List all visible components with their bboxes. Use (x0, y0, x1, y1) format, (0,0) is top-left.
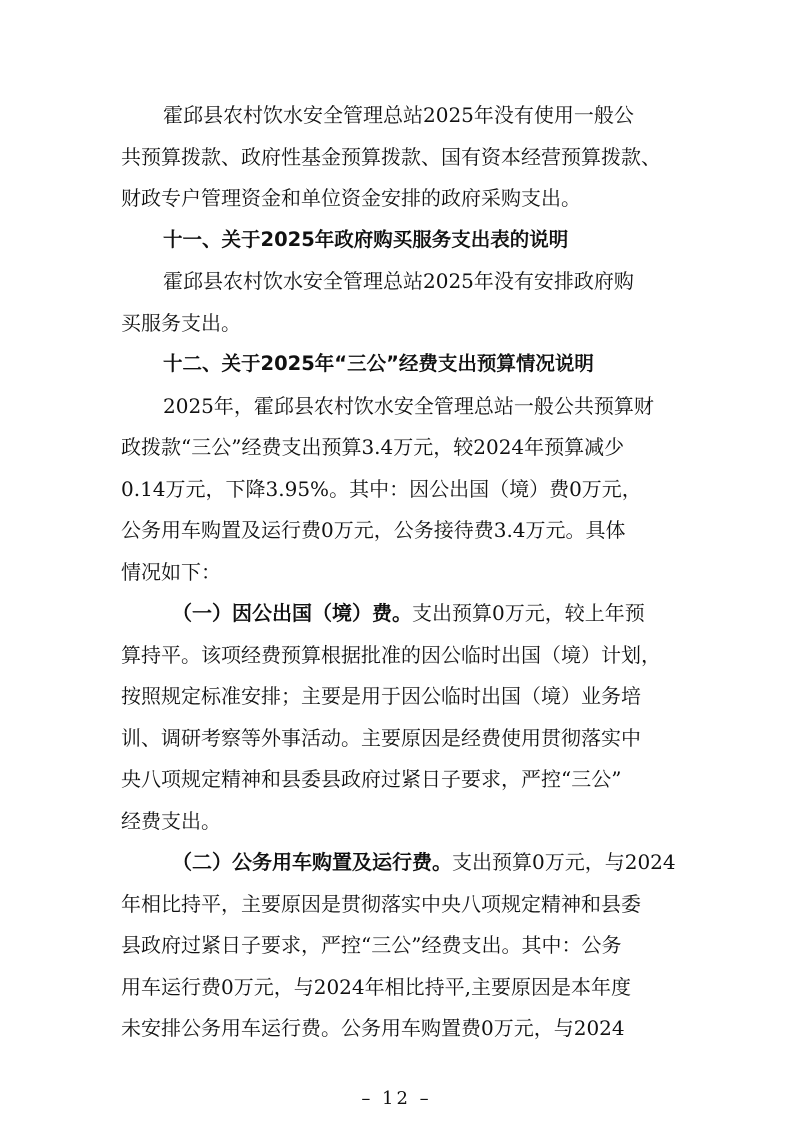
section-heading-12: 十二、关于2025年“三公”经费支出预算情况说明 (163, 352, 594, 375)
subsection-line-2 (172, 844, 681, 880)
paragraph-line: 公务用车购置及运行费0万元，公务接待费3.4万元。具体 (121, 518, 626, 542)
subsection-line-1 (172, 595, 681, 631)
paragraph-line: 经费支出。 (121, 808, 221, 833)
paragraph-line: 训、调研考察等外事活动。主要原因是经费使用贯彻落实中 (121, 725, 641, 750)
paragraph-line: 政拨款“三公”经费支出预算3.4万元，较2024年预算减少 (121, 435, 625, 459)
paragraph-line: 情况如下： (121, 559, 221, 584)
paragraph-line: 买服务支出。 (121, 310, 241, 335)
paragraph-line: 霍邱县农村饮水安全管理总站2025年没有使用一般公 (163, 103, 634, 127)
paragraph-line: 按照规定标准安排；主要是用于因公临时出国（境）业务培 (121, 684, 641, 708)
paragraph-line: 共预算拨款、政府性基金预算拨款、国有资本经营预算拨款、 (121, 144, 661, 169)
paragraph-line: 年相比持平，主要原因是贯彻落实中央八项规定精神和县委 (121, 891, 641, 916)
subsection-title-2: （二）公务用车购置及运行费。 (172, 850, 452, 874)
subsection-title-1: （一）因公出国（境）费。 (172, 601, 412, 625)
paragraph-line: 财政专户管理资金和单位资金安排的政府采购支出。 (121, 186, 581, 210)
paragraph-line: 未安排公务用车运行费。公务用车购置费0万元，与2024 (121, 1016, 625, 1040)
paragraph-line: 县政府过紧日子要求，严控“三公”经费支出。其中：公务 (121, 933, 622, 957)
paragraph-line: 央八项规定精神和县委县政府过紧日子要求，严控“三公” (121, 767, 622, 791)
page-number: – 12 – (361, 1088, 432, 1109)
paragraph-line: 2025年，霍邱县农村饮水安全管理总站一般公共预算财 (163, 393, 654, 418)
paragraph-line: 0.14万元，下降3.95%。其中：因公出国（境）费0万元， (121, 476, 642, 501)
subsection-text: 支出预算0万元，与2024 (452, 850, 676, 874)
subsection-text: 支出预算0万元，较上年预 (412, 601, 645, 625)
paragraph-line: 算持平。该项经费预算根据批准的因公临时出国（境）计划， (121, 642, 661, 667)
section-heading-11: 十一、关于2025年政府购买服务支出表的说明 (163, 227, 569, 251)
paragraph-line: 用车运行费0万元，与2024年相比持平,主要原因是本年度 (121, 974, 631, 999)
paragraph-line: 霍邱县农村饮水安全管理总站2025年没有安排政府购 (163, 269, 634, 293)
